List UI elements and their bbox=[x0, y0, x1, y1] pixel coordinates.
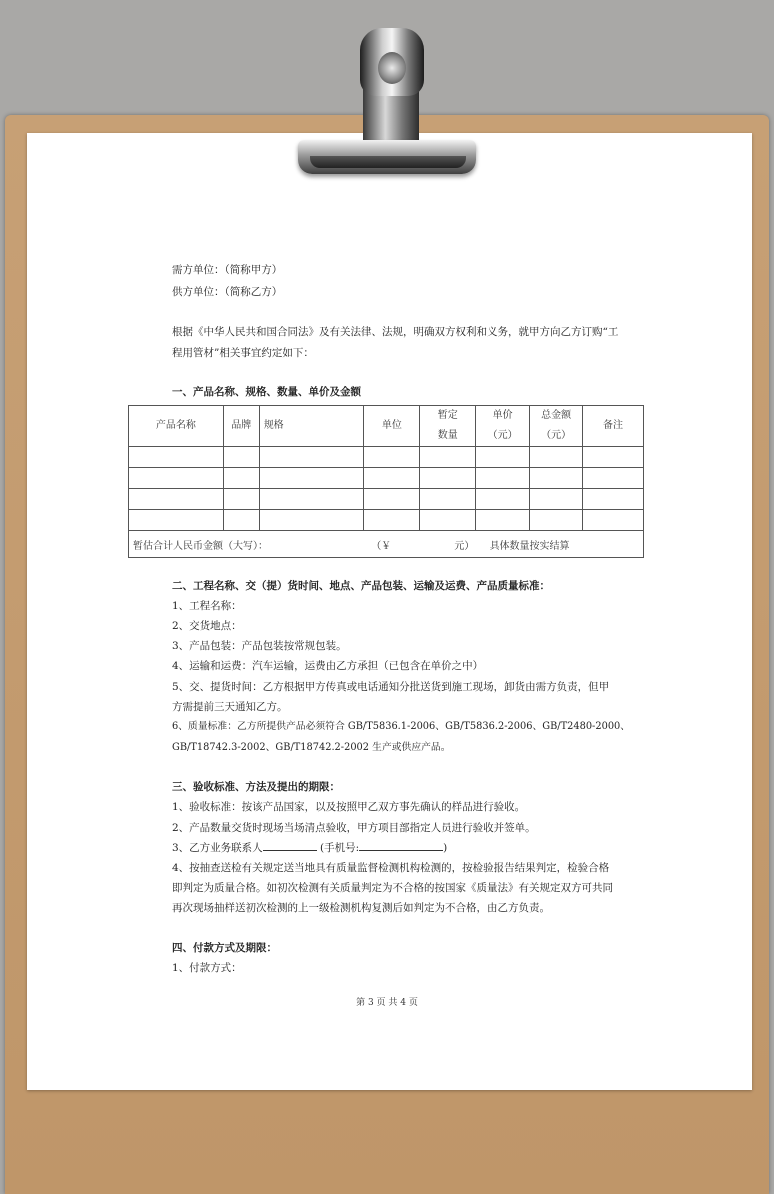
table-cell[interactable] bbox=[476, 447, 530, 468]
col-header-line: 总金额 bbox=[541, 410, 572, 421]
table-cell[interactable] bbox=[420, 489, 476, 510]
table-cell[interactable] bbox=[530, 510, 583, 531]
table-cell[interactable] bbox=[223, 447, 259, 468]
summary-yuan: 元） bbox=[454, 540, 475, 552]
list-item: 即判定为质量合格。如初次检测有关质量判定为不合格的按国家《质量法》有关规定双方可共同 bbox=[172, 882, 613, 894]
col-header: 单位 bbox=[364, 406, 420, 447]
list-item: 1、验收标准：按该产品国家，以及按照甲乙双方事先确认的样品进行验收。 bbox=[172, 801, 526, 813]
page-number: 第 3 页 共 4 页 bbox=[356, 998, 418, 1008]
list-item: 方需提前三天通知乙方。 bbox=[172, 701, 288, 713]
col-header: 规格 bbox=[259, 406, 364, 447]
section-3-title: 三、验收标准、方法及提出的期限： bbox=[172, 781, 340, 793]
col-header: 产品名称 bbox=[129, 406, 224, 447]
table-cell[interactable] bbox=[583, 447, 644, 468]
contact-line bbox=[172, 838, 447, 858]
table-cell[interactable] bbox=[364, 468, 420, 489]
table-cell[interactable] bbox=[129, 447, 224, 468]
table-cell[interactable] bbox=[476, 510, 530, 531]
table-cell[interactable] bbox=[583, 468, 644, 489]
list-item: 6、质量标准：乙方所提供产品必须符合 GB/T5836.1-2006、GB/T5836.2-2006、GB/T2480-2000、 bbox=[172, 721, 631, 732]
contact-phone-field[interactable] bbox=[359, 838, 443, 851]
table-cell[interactable] bbox=[223, 510, 259, 531]
col-header: 单价（元） bbox=[476, 406, 530, 447]
col-header: 品牌 bbox=[223, 406, 259, 447]
list-item: 5、交、提货时间：乙方根据甲方传真或电话通知分批送货到施工现场，卸货由需方负责，但甲 bbox=[172, 681, 610, 693]
table-cell[interactable] bbox=[259, 489, 364, 510]
product-table bbox=[128, 405, 644, 558]
table-cell[interactable] bbox=[583, 510, 644, 531]
col-header-line: 暂定 bbox=[437, 410, 458, 421]
list-item: 1、工程名称： bbox=[172, 600, 242, 612]
section-1-title: 一、产品名称、规格、数量、单价及金额 bbox=[172, 386, 361, 398]
section-2-title: 二、工程名称、交（提）货时间、地点、产品包装、运输及运费、产品质量标准： bbox=[172, 580, 550, 592]
table-row bbox=[129, 489, 644, 510]
table-cell[interactable] bbox=[364, 510, 420, 531]
contact-name-field[interactable] bbox=[263, 838, 317, 851]
table-cell[interactable] bbox=[583, 489, 644, 510]
clip-lip bbox=[310, 156, 466, 168]
table-cell[interactable] bbox=[364, 489, 420, 510]
table-row bbox=[129, 468, 644, 489]
table-cell[interactable] bbox=[530, 489, 583, 510]
list-item: 2、交货地点： bbox=[172, 620, 242, 632]
section-4-title: 四、付款方式及期限： bbox=[172, 942, 277, 954]
table-cell[interactable] bbox=[530, 447, 583, 468]
table-cell[interactable] bbox=[420, 510, 476, 531]
contact-close: ) bbox=[443, 842, 448, 854]
table-cell[interactable] bbox=[129, 489, 224, 510]
list-item: 4、按抽查送检有关规定送当地具有质量监督检测机构检测的，按检验报告结果判定，检验合格 bbox=[172, 862, 610, 874]
document-page bbox=[27, 133, 752, 1090]
summary-yen: （￥ bbox=[371, 540, 392, 552]
table-cell[interactable] bbox=[259, 447, 364, 468]
table-cell[interactable] bbox=[223, 489, 259, 510]
contact-phone-label: (手机号: bbox=[320, 842, 360, 854]
table-cell[interactable] bbox=[223, 468, 259, 489]
clip-hole bbox=[378, 52, 406, 84]
col-header: 备注 bbox=[583, 406, 644, 447]
table-cell[interactable] bbox=[420, 468, 476, 489]
intro-line-2: 程用管材”相关事宜约定如下： bbox=[172, 347, 314, 359]
summary-label: 暂估合计人民币金额（大写）： bbox=[133, 540, 268, 552]
col-header bbox=[420, 406, 476, 447]
intro-line-1: 根据《中华人民共和国合同法》及有关法律、法规，明确双方权利和义务，就甲方向乙方订购“工 bbox=[172, 326, 619, 338]
list-item: 3、产品包装：产品包装按常规包装。 bbox=[172, 640, 347, 652]
table-summary-row bbox=[129, 531, 644, 558]
list-item: 再次现场抽样送初次检测的上一级检测机构复测后如判定为不合格，由乙方负责。 bbox=[172, 902, 550, 914]
col-header-line: 数量 bbox=[437, 430, 458, 441]
col-header bbox=[530, 406, 583, 447]
table-cell[interactable] bbox=[364, 447, 420, 468]
col-header-line: （元） bbox=[541, 430, 572, 441]
supplier-line: 供方单位：（简称乙方） bbox=[172, 286, 283, 298]
table-cell[interactable] bbox=[129, 510, 224, 531]
table-cell[interactable] bbox=[129, 468, 224, 489]
table-row bbox=[129, 510, 644, 531]
list-item: 4、运输和运费：汽车运输，运费由乙方承担（已包含在单价之中） bbox=[172, 660, 484, 672]
table-header-row bbox=[129, 406, 644, 447]
table-cell[interactable] bbox=[259, 510, 364, 531]
table-row bbox=[129, 447, 644, 468]
table-cell[interactable] bbox=[259, 468, 364, 489]
list-item: GB/T18742.3-2002、GB/T18742.2-2002 生产或供应产品。 bbox=[172, 742, 451, 753]
list-item: 2、产品数量交货时现场当场清点验收，甲方项目部指定人员进行验收并签单。 bbox=[172, 822, 536, 834]
table-cell[interactable] bbox=[476, 489, 530, 510]
list-item: 1、付款方式： bbox=[172, 962, 242, 974]
table-cell[interactable] bbox=[476, 468, 530, 489]
summary-cell bbox=[129, 531, 644, 558]
table-cell[interactable] bbox=[420, 447, 476, 468]
buyer-line: 需方单位：（简称甲方） bbox=[172, 264, 283, 276]
table-cell[interactable] bbox=[530, 468, 583, 489]
contact-label: 3、乙方业务联系人 bbox=[172, 842, 263, 854]
summary-note: 具体数量按实结算 bbox=[489, 540, 570, 552]
